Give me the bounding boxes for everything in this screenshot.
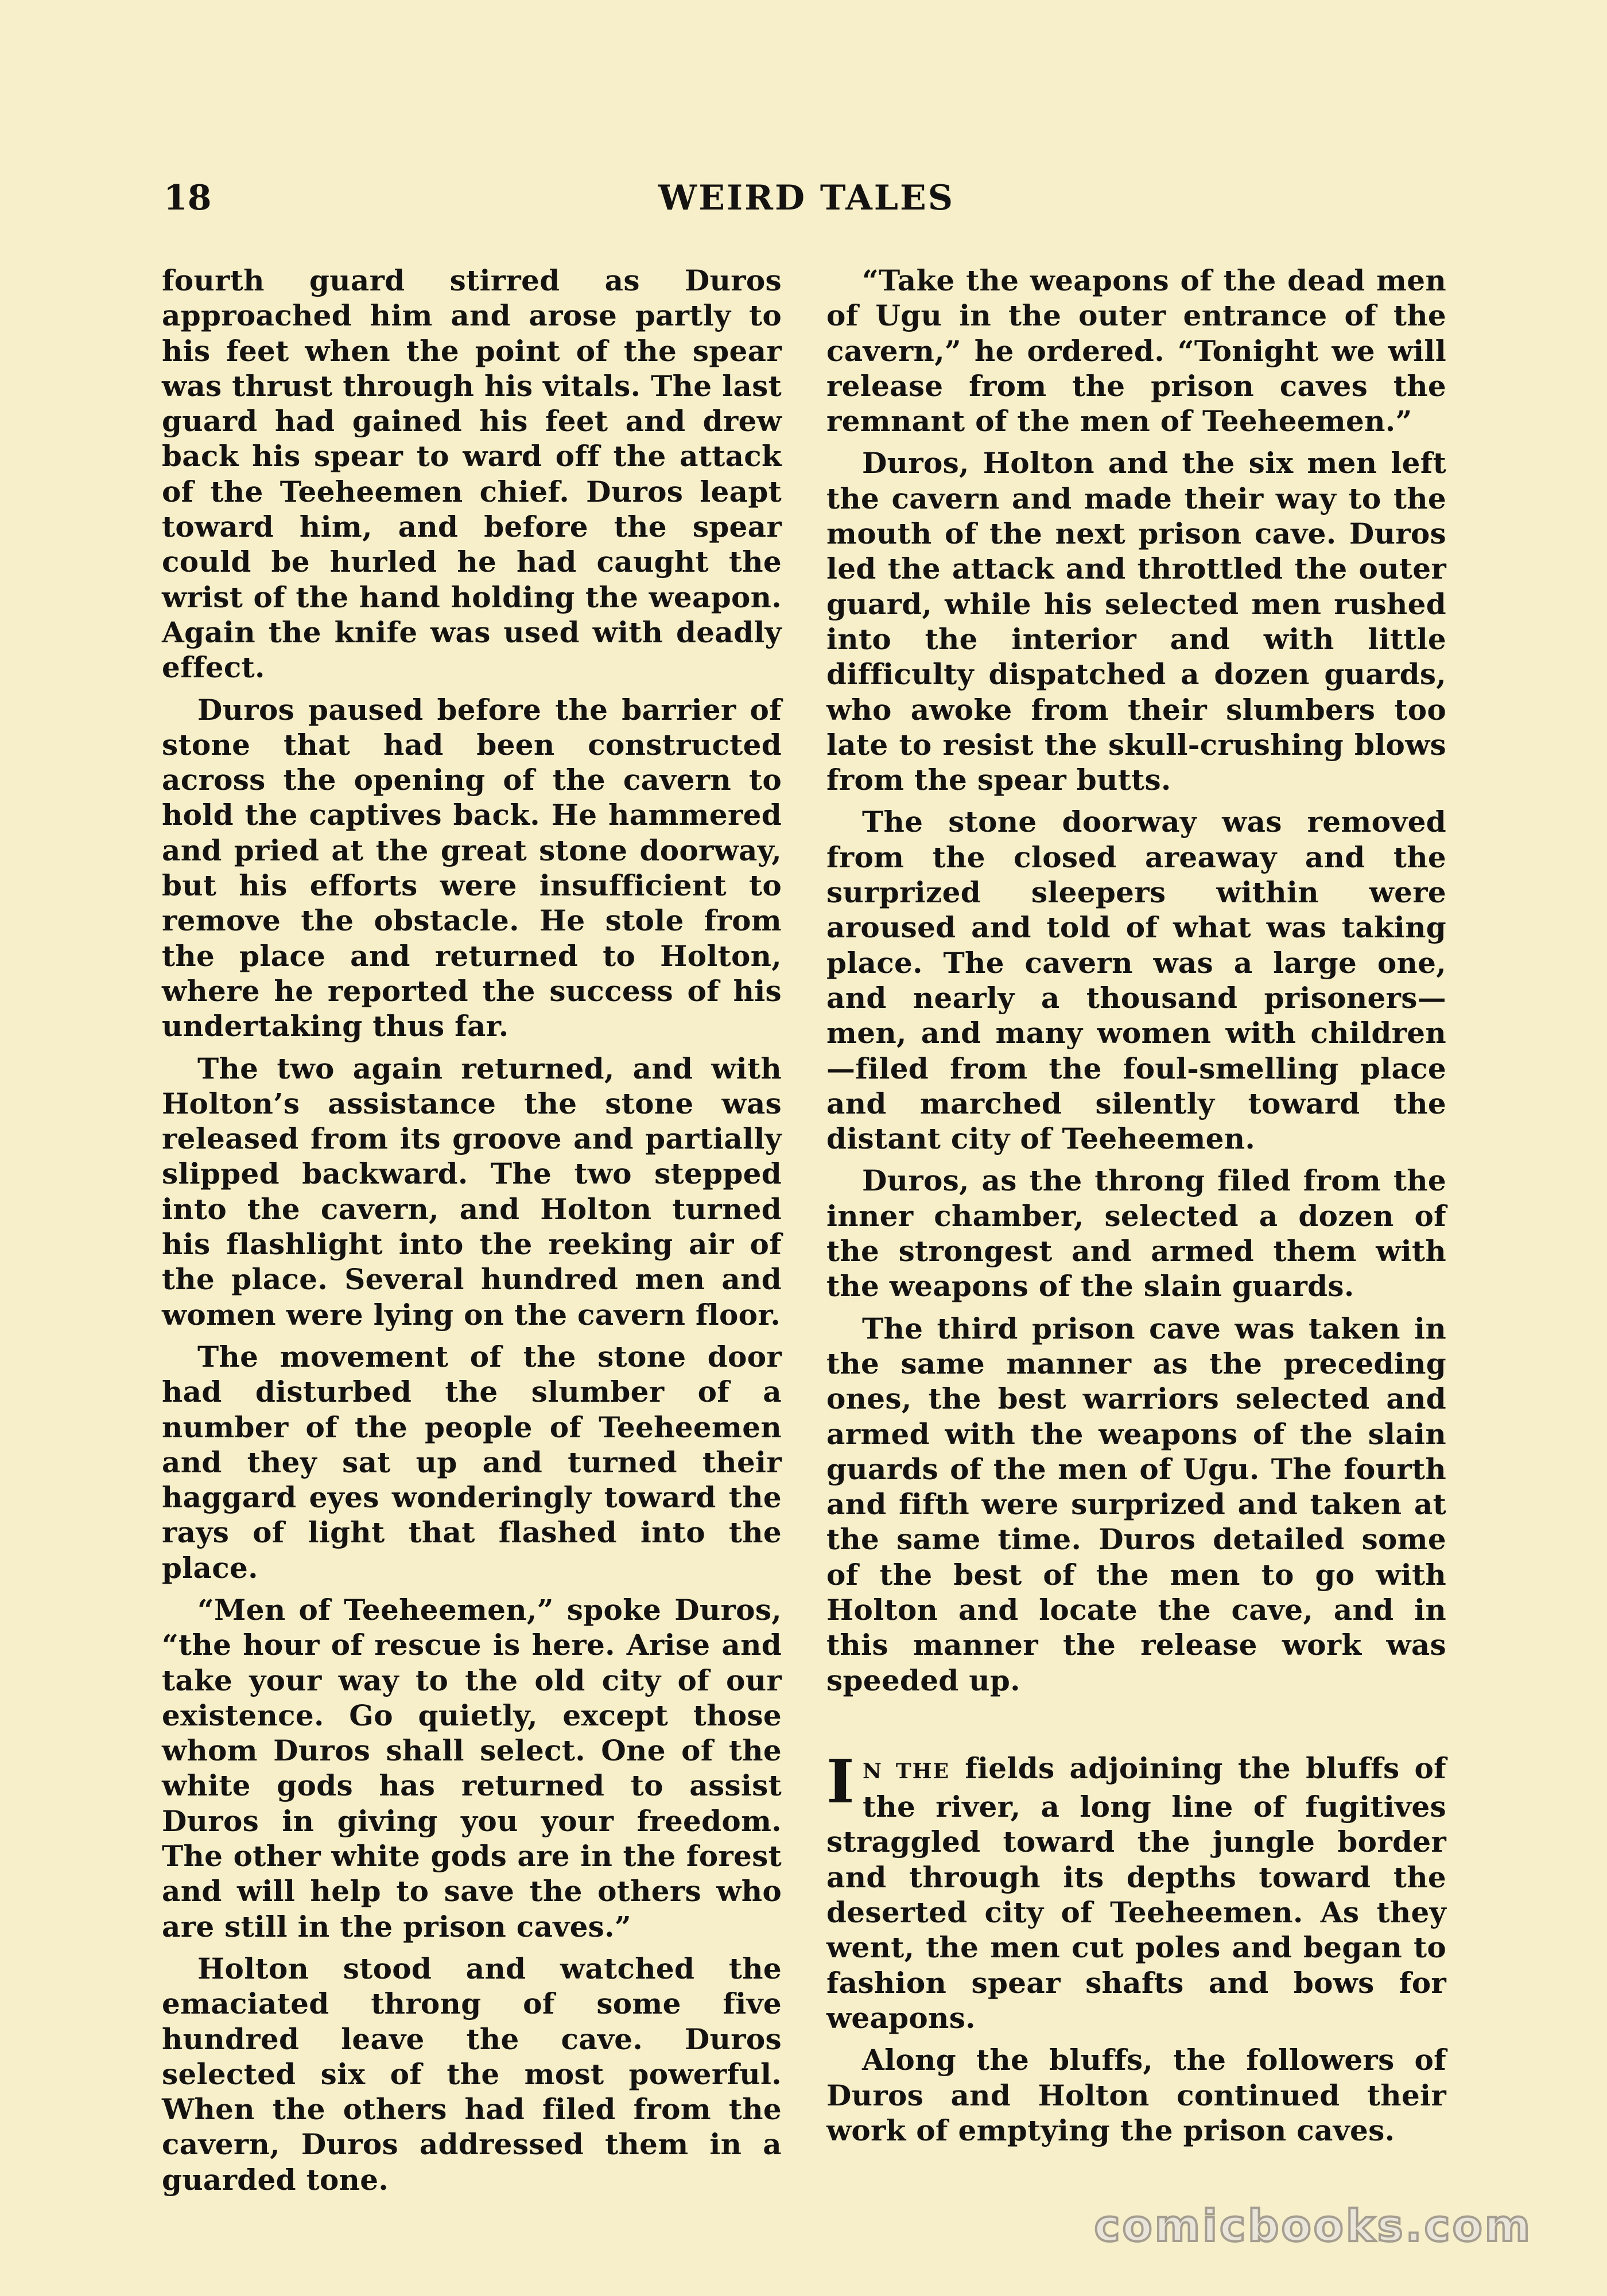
paragraph: Along the bluffs, the followers of Duros and Holton continued their work of emptying the prison caves. [826,2043,1446,2147]
section-opening-paragraph [826,1746,1446,2035]
paragraph: The third prison cave was taken in the same manner as the preceding ones, the best warriors selected and armed with the weapons of the slain guards of the men of Ugu. The fourth and fifth were surprized and taken at the same time. Duros detailed some of the best of the men to go with Holton and locate the cave, and in this manner the release work was speeded up. [826,1311,1446,1697]
small-caps-lead: N THE [862,1759,950,1783]
paragraph: The movement of the stone door had disturbed the slumber of a number of the people of Teeheemen and they sat up and turned their haggard eyes wonderingly toward the rays of light that flashed into the place. [162,1339,782,1585]
paragraph: Duros, as the throng filed from the inner chamber, selected a dozen of the strongest and armed them with the weapons of the slain guards. [826,1163,1446,1304]
paragraph: “Men of Teeheemen,” spoke Duros, “the hour of rescue is here. Arise and take your way to the old city of our existence. Go quietly, except those whom Duros shall select. One of the white gods has returned to assist Duros in giving you your freedom. The other white gods are in the forest and will help to save the others who are still in the prison caves.” [162,1592,782,1944]
right-column [826,263,1446,2147]
watermark-logo: comicbooks.com [1094,2200,1532,2251]
paragraph: fourth guard stirred as Duros approached him and arose partly to his feet when the point of the spear was thrust through his vitals. The last guard had gained his feet and drew back his spear to ward off the attack of the Teeheemen chief. Duros leapt toward him, and before the spear could be hurled he had caught the wrist of the hand holding the weapon. Again the knife was used with deadly effect. [162,263,782,685]
left-column [162,263,782,2197]
section-opening-text: fields adjoining the bluffs of the river, a long line of fugitives straggled toward the jungle border and through its depths toward the deserted city of Teeheemen. As they went, the men cut poles and began to fashion spear shafts and bows for weapons. [826,1751,1446,2035]
magazine-title: WEIRD TALES [658,178,955,218]
paragraph: “Take the weapons of the dead men of Ugu in the outer entrance of the cavern,” he ordered. “Tonight we will release from the prison caves the remnant of the men of Teeheemen.” [826,263,1446,439]
paragraph: The two again returned, and with Holton’s assistance the stone was released from its groove and partially slipped backward. The two stepped into the cavern, and Holton turned his flashlight into the reeking air of the place. Several hundred men and women were lying on the cavern floor. [162,1051,782,1332]
drop-cap: I [826,1746,855,1817]
page-number: 18 [164,178,212,218]
paragraph: Duros, Holton and the six men left the cavern and made their way to the mouth of the next prison cave. Duros led the attack and throttled the outer guard, while his selected men rushed into the interior and with little difficulty dispatched a dozen guards, who awoke from their slumbers too late to resist the skull-crushing blows from the spear butts. [826,446,1446,797]
paragraph: The stone doorway was removed from the closed areaway and the surprized sleepers within were aroused and told of what was taking place. The cavern was a large one, and nearly a thousand prisoners—men, and many women with children—filed from the foul-smelling place and marched silently toward the distant city of Teeheemen. [826,805,1446,1156]
paragraph: Holton stood and watched the emaciated throng of some five hundred leave the cave. Duros selected six of the most powerful. When the others had filed from the cavern, Duros addressed them in a guarded tone. [162,1951,782,2197]
running-head [164,175,1449,221]
paragraph: Duros paused before the barrier of stone that had been constructed across the opening of the cavern to hold the captives back. He hammered and pried at the great stone doorway, but his efforts were insufficient to remove the obstacle. He stole from the place and returned to Holton, where he reported the success of his undertaking thus far. [162,692,782,1044]
